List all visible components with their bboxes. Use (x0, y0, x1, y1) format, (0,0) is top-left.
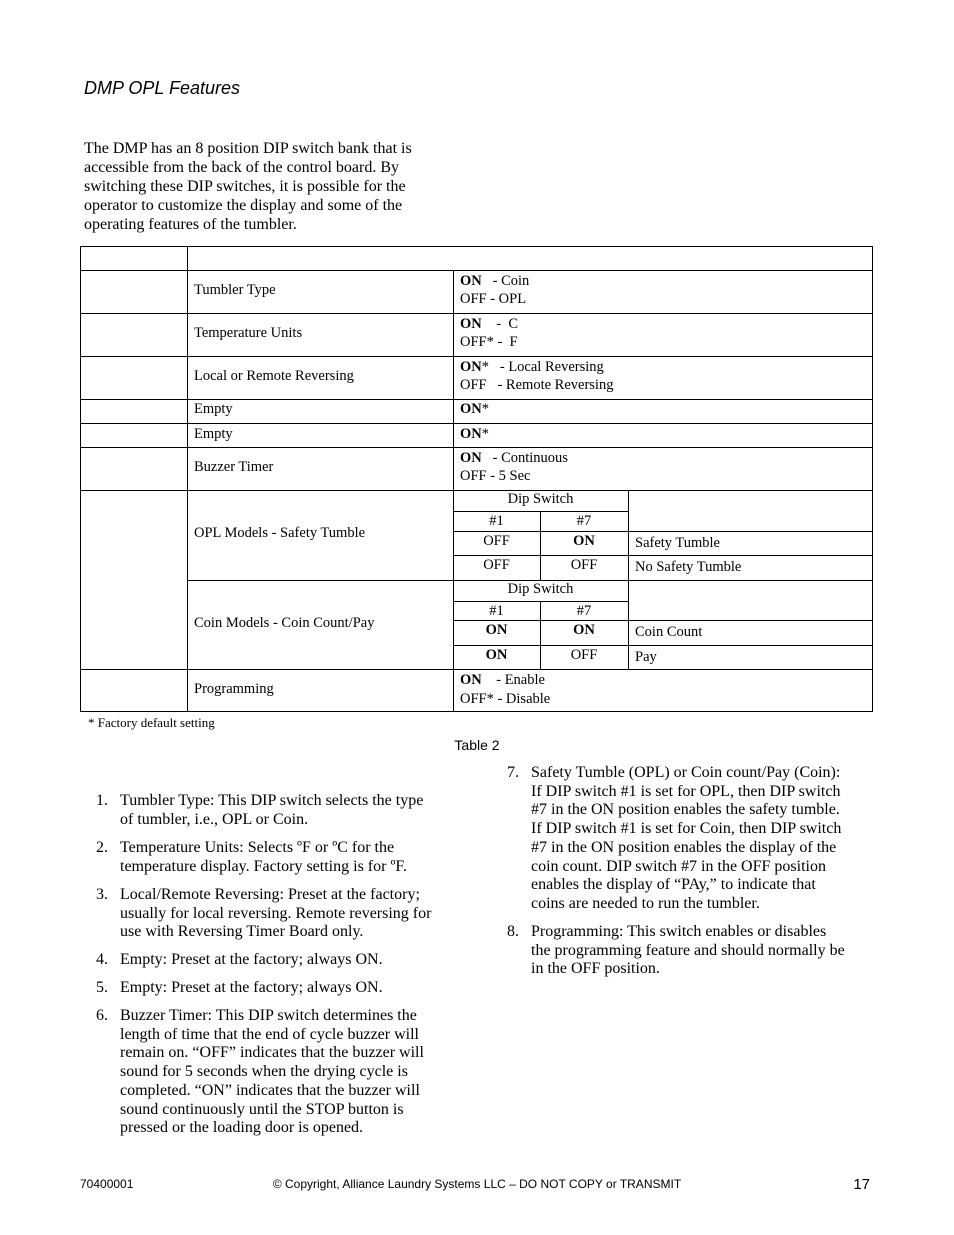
section-title: DMP OPL Features (84, 78, 241, 98)
setting-text: - Continuous (481, 450, 568, 466)
setting-on: ON (460, 273, 482, 289)
list-line: Safety Tumble (OPL) or Coin count/Pay (Coin): (531, 764, 841, 781)
list-number: 1. (96, 792, 108, 809)
list-line: #7 in the ON position enables the display of the (531, 838, 837, 856)
feature-label: Coin Models - Coin Count/Pay (194, 615, 375, 631)
list-text (120, 1007, 424, 1138)
setting-line (460, 671, 545, 689)
list-line: Programming: This switch enables or disables (531, 923, 827, 940)
setting-text: * - Local Reversing (481, 359, 604, 375)
feature-label: Buzzer Timer (194, 459, 274, 475)
list-text (120, 951, 383, 970)
col-header-7: #7 (576, 603, 592, 619)
row-divider (80, 447, 873, 448)
list-line: pressed or the loading door is opened. (120, 1119, 364, 1137)
list-text (120, 886, 431, 942)
list-line: If DIP switch #1 is set for Coin, then DIP switch (531, 820, 842, 838)
result-label: Pay (635, 649, 657, 665)
list-line: of tumbler, i.e., OPL or Coin. (120, 810, 309, 828)
list-number: 4. (96, 951, 108, 968)
feature-label: Empty (194, 401, 233, 417)
list-number: 6. (96, 1007, 108, 1024)
switch-7-value: OFF (570, 557, 598, 573)
list-text (120, 979, 383, 998)
list-line: remain on. “OFF” indicates that the buzzer will (120, 1044, 424, 1062)
list-text (120, 839, 407, 876)
setting-text: * (481, 426, 489, 442)
column-divider (187, 246, 188, 712)
list-text (531, 764, 841, 914)
column-divider (628, 490, 629, 580)
result-label: No Safety Tumble (635, 559, 742, 575)
switch-1-value: ON (485, 647, 508, 663)
setting-line: OFF* - F (460, 334, 518, 350)
list-number: 3. (96, 886, 108, 903)
switch-7-value: ON (573, 533, 595, 549)
table-caption: Table 2 (454, 737, 500, 753)
row-divider (80, 423, 873, 424)
list-line: coin count. DIP switch #7 in the OFF position (531, 857, 826, 875)
setting-on: ON (460, 426, 482, 442)
list-number: 8. (507, 923, 519, 940)
setting-line: OFF* - Disable (460, 691, 551, 707)
setting-line: OFF - 5 Sec (460, 468, 531, 484)
setting-on: ON (460, 450, 482, 466)
intro-line: operator to customize the display and some of the (84, 197, 403, 214)
row-divider (80, 313, 873, 314)
list-line: Empty: Preset at the factory; always ON. (120, 979, 383, 996)
footnote: * Factory default setting (88, 715, 215, 730)
dip-switch-header: Dip Switch (507, 581, 574, 597)
list-line: sound for 5 seconds when the drying cycle is (120, 1063, 408, 1081)
document-number: 70400001 (80, 1177, 134, 1191)
list-line: temperature display. Factory setting is for ºF. (120, 857, 408, 875)
setting-text: - Coin (481, 273, 530, 289)
row-divider (80, 270, 873, 271)
list-line: Buzzer Timer: This DIP switch determines the (120, 1007, 417, 1024)
list-line: Local/Remote Reversing: Preset at the factory; (120, 886, 420, 903)
list-text (531, 923, 845, 979)
list-line: Temperature Units: Selects ºF or ºC for the (120, 839, 395, 856)
switch-7-value: ON (573, 622, 595, 638)
setting-on: ON (460, 359, 482, 375)
result-label: Coin Count (635, 624, 703, 640)
setting-text: * (481, 401, 489, 417)
setting-line (460, 400, 489, 418)
feature-label: Programming (194, 681, 274, 697)
list-line: Tumbler Type: This DIP switch selects the type (120, 792, 424, 809)
intro-line: The DMP has an 8 position DIP switch bank that is (84, 140, 412, 157)
dip-switch-table (80, 246, 873, 712)
col-header-7: #7 (576, 513, 592, 529)
setting-line (460, 449, 568, 467)
list-line: completed. “ON” indicates that the buzzer will (120, 1081, 420, 1099)
switch-1-value: OFF (483, 557, 510, 573)
setting-on: ON (460, 672, 482, 688)
feature-label: Local or Remote Reversing (194, 368, 354, 384)
list-line: sound continuously until the STOP button is (120, 1100, 404, 1118)
row-divider (80, 356, 873, 357)
setting-line (460, 358, 604, 376)
intro-line: operating features of the tumbler. (84, 216, 297, 233)
setting-line (460, 425, 489, 443)
intro-line: accessible from the back of the control board. By (84, 159, 399, 176)
col-header-1: #1 (489, 603, 504, 619)
copyright-notice: © Copyright, Alliance Laundry Systems LLC – DO NOT COPY or TRANSMIT (272, 1177, 682, 1191)
col-header-1: #1 (489, 513, 504, 529)
setting-line: OFF - OPL (460, 291, 527, 307)
list-number: 5. (96, 979, 108, 996)
intro-paragraph (84, 139, 456, 234)
list-line: in the OFF position. (531, 960, 660, 978)
list-line: the programming feature and should normally be (531, 941, 845, 959)
setting-line (460, 272, 529, 290)
column-divider (628, 580, 629, 669)
feature-label: OPL Models - Safety Tumble (194, 525, 366, 541)
list-line: enables the display of “PAy,” to indicate that (531, 876, 816, 894)
list-line: #7 in the ON position enables the safety tumble. (531, 801, 840, 819)
row-divider (80, 669, 873, 670)
list-line: If DIP switch #1 is set for OPL, then DIP switch (531, 782, 841, 800)
setting-on: ON (460, 316, 482, 332)
list-line: usually for local reversing. Remote reversing for (120, 904, 432, 922)
page-number: 17 (853, 1176, 870, 1193)
list-number: 2. (96, 839, 108, 856)
feature-label: Tumbler Type (194, 282, 276, 298)
setting-line: OFF - Remote Reversing (460, 377, 614, 393)
setting-on: ON (460, 401, 482, 417)
intro-line: switching these DIP switches, it is possible for the (84, 178, 406, 195)
list-text (120, 792, 423, 829)
setting-text: - Enable (481, 672, 545, 688)
feature-label: Empty (194, 426, 233, 442)
setting-line (460, 315, 518, 333)
list-line: Empty: Preset at the factory; always ON. (120, 951, 383, 968)
result-label: Safety Tumble (635, 535, 720, 551)
setting-text: - C (481, 316, 518, 332)
dip-switch-header: Dip Switch (507, 491, 574, 507)
switch-7-value: OFF (570, 647, 598, 663)
list-number: 7. (507, 764, 519, 781)
list-line: coins are needed to run the tumbler. (531, 894, 760, 912)
list-line: use with Reversing Timer Board only. (120, 923, 364, 941)
switch-1-value: ON (485, 622, 508, 638)
feature-label: Temperature Units (194, 325, 303, 341)
list-line: length of time that the end of cycle buzzer will (120, 1025, 419, 1043)
switch-1-value: OFF (483, 533, 510, 549)
